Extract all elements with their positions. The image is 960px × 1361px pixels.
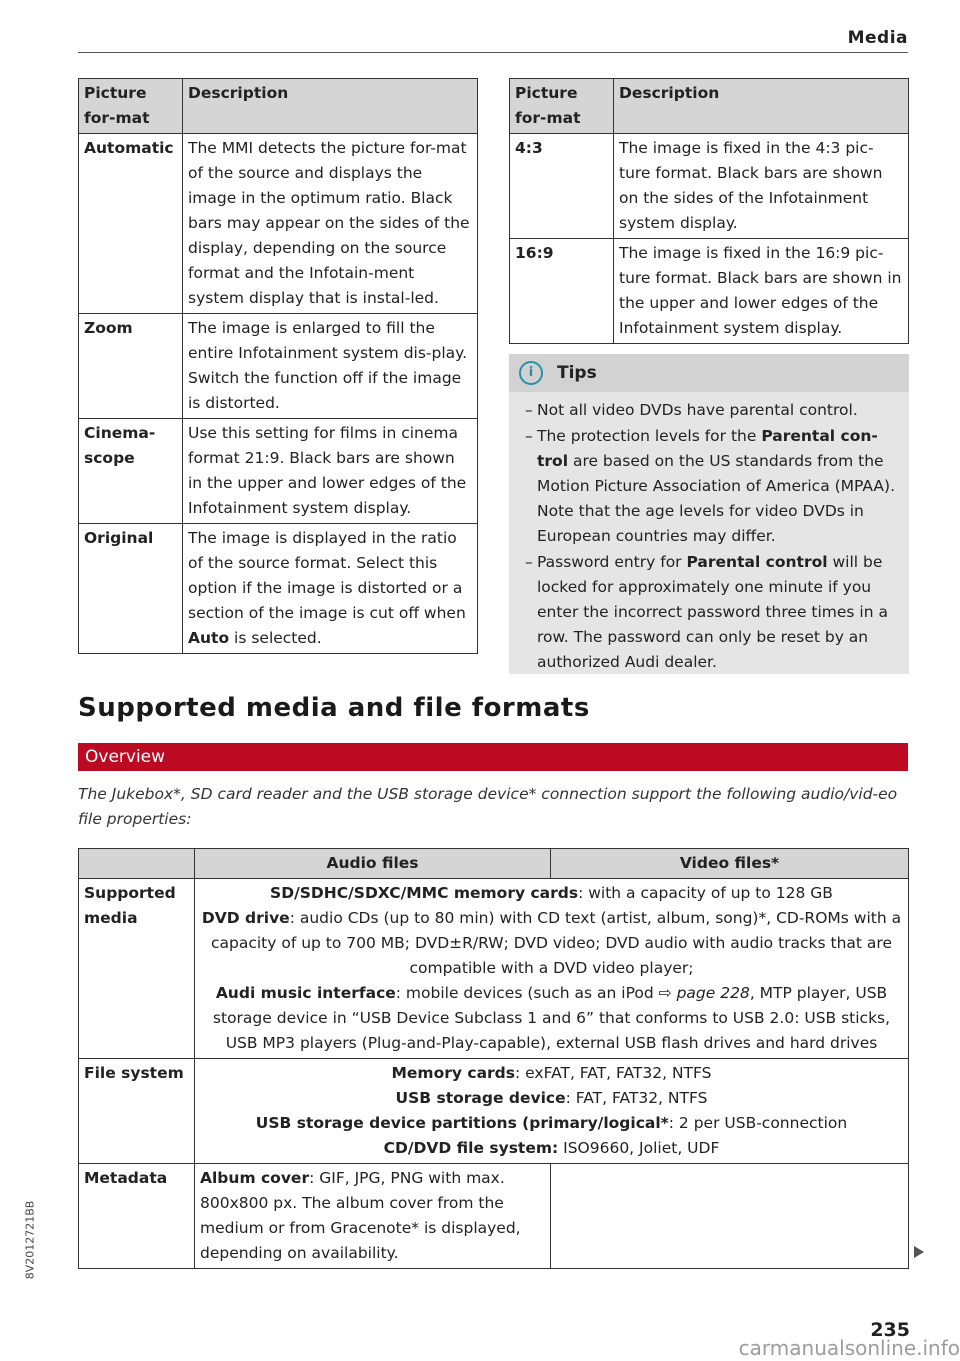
column-header [79,849,195,879]
intro-text: The Jukebox*, SD card reader and the USB storage device* connection support the following audio/vid-eo file properties: [78,785,898,828]
column-header: Picture for-mat [79,79,183,134]
table-row [79,879,909,1059]
partitions-line [200,1111,903,1136]
table-row [79,1164,909,1269]
bold-term: Album cover [200,1169,310,1187]
bold-term: DVD drive [201,909,290,927]
text: ISO9660, Joliet, UDF [558,1139,720,1157]
text: : 2 per USB-connection [668,1114,848,1132]
tips-header [509,354,909,392]
overview-bar: Overview [78,743,908,771]
format-description: The MMI detects the picture for-mat of the source and displays the image in the optimum ratio. Black bars may appear on the sides of the display, depending on the source format and the Infotain-ment system display that is instal-led. [183,134,478,314]
text: , MTP player, USB storage device in “USB Device Subclass 1 and 6” that conforms to USB 2.0: USB sticks, USB MP3 players (Plug-and-Play-capable), external USB flash drives and hard drives [212,984,891,1052]
tips-list [509,392,909,675]
text: The image is displayed in the ratio of the source format. Select this option if the image is distorted or a section of the image is cut off when [188,529,466,622]
format-description [183,524,478,654]
usb-line [200,1086,903,1111]
section-title: Media [847,28,908,48]
column-header: Picture for-mat [510,79,614,134]
header-rule [78,52,908,53]
format-label: 16:9 [510,239,614,344]
text: : audio CDs (up to 80 min) with CD text (artist, album, song)*, CD-ROMs with a capacity of up to 700 MB; DVD±R/RW; DVD video; DVD audio with audio tracks that are compatible with a DVD video player; [210,909,902,977]
document-code [20,1180,40,1300]
bold-term: Auto [188,629,230,647]
text: are based on the US standards from the Motion Picture Association of America (MPAA). Note that the age levels for video DVDs in European countries may differ. [537,452,896,545]
bold-term: Parental con-trol [537,427,878,470]
table-header-row [79,849,909,879]
table-row [510,239,909,344]
row-label: Metadata [79,1164,195,1269]
format-label: Cinema-scope [79,419,183,524]
format-description: The image is fixed in the 4:3 pic-ture format. Black bars are shown on the sides of the Infotainment system display. [614,134,909,239]
watermark: carmanualsonline.info [738,1336,960,1360]
table-header-row [510,79,909,134]
tips-box [509,354,909,674]
list-item [537,424,895,549]
table-header-row [79,79,478,134]
row-label: File system [79,1059,195,1164]
table-row [79,314,478,419]
table-row [79,419,478,524]
bold-term: Parental control [686,553,828,571]
table-row [79,134,478,314]
text: : FAT, FAT32, NTFS [565,1089,708,1107]
text: is selected. [229,629,322,647]
row-label: Supported media [79,879,195,1059]
ami-line [200,981,903,1056]
bold-term: Memory cards [391,1064,515,1082]
metadata-audio-cell [195,1164,551,1269]
main-heading: Supported media and file formats [78,693,590,723]
tips-title: Tips [557,362,597,383]
sd-line [200,881,903,906]
dvd-line [200,906,903,981]
info-icon: i [519,361,543,385]
table-row [79,1059,909,1164]
format-description: The image is enlarged to fill the entire Infotainment system dis-play. Switch the function off if the image is distorted. [183,314,478,419]
text: : mobile devices (such as an iPod [395,984,659,1002]
bold-term: SD/SDHC/SDXC/MMC memory cards [270,884,579,902]
list-item: – Not all video DVDs have parental control. [537,398,895,423]
media-formats-table [78,848,909,1269]
column-header: Audio files [195,849,551,879]
table-row [510,134,909,239]
column-header: Description [614,79,909,134]
format-description: Use this setting for films in cinema format 21:9. Black bars are shown in the upper and lower edges of the Infotainment system display. [183,419,478,524]
memory-cards-line [200,1061,903,1086]
table-row [79,524,478,654]
bold-term: CD/DVD file system: [383,1139,559,1157]
picture-format-table-left [78,78,478,654]
format-label: Automatic [79,134,183,314]
format-label: Original [79,524,183,654]
column-header: Video files* [551,849,909,879]
text: will be locked for approximately one minute if you enter the incorrect password three times in a row. The password can only be reset by an authorized Audi dealer. [537,553,888,671]
bold-term: Audi music interface [215,984,396,1002]
text: : exFAT, FAT, FAT32, NTFS [515,1064,712,1082]
page-number: 235 [870,1319,910,1341]
list-item [537,550,895,675]
document-code-text: 8V2012721BB [23,1200,37,1280]
text: Password entry for [537,553,687,571]
picture-format-table-right [509,78,909,344]
page-reference-link[interactable]: ⇨ page 228 [658,984,750,1002]
bold-term: USB storage device [395,1089,566,1107]
text: The protection levels for the [537,427,762,445]
supported-media-cell [195,879,909,1059]
cd-dvd-line [200,1136,903,1161]
text: : with a capacity of up to 128 GB [578,884,833,902]
column-header: Description [183,79,478,134]
text: : GIF, JPG, PNG with max. 800x800 px. The album cover from the medium or from Gracenote* is displayed, depending on availability. [200,1169,521,1262]
format-label: 4:3 [510,134,614,239]
metadata-video-cell [551,1164,909,1269]
format-description: The image is fixed in the 16:9 pic-ture format. Black bars are shown in the upper and lower edges of the Infotainment system display. [614,239,909,344]
bold-term: USB storage device partitions (primary/logical* [255,1114,669,1132]
next-page-arrow-icon [914,1246,924,1258]
format-label: Zoom [79,314,183,419]
file-system-cell [195,1059,909,1164]
